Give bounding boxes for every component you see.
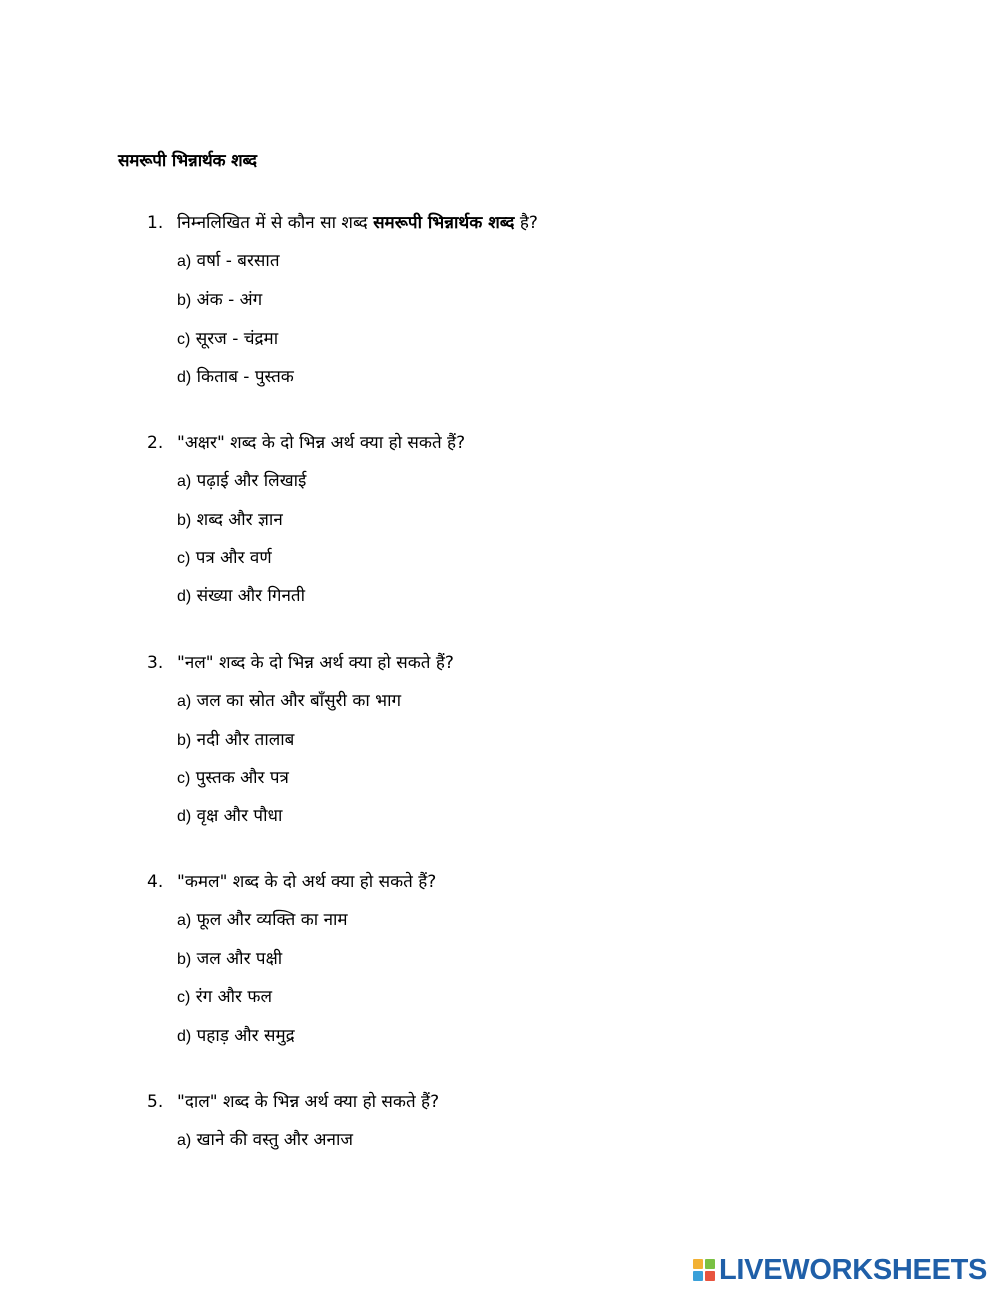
option-text: फूल और व्यक्ति का नाम xyxy=(196,910,348,930)
option-b[interactable] xyxy=(177,507,283,530)
option-a[interactable] xyxy=(177,468,306,491)
option-text: रंग और फल xyxy=(195,987,273,1007)
question-number: 4. xyxy=(147,872,164,892)
option-c[interactable] xyxy=(177,765,289,788)
option-text: पढ़ाई और लिखाई xyxy=(196,471,307,491)
question-text: "नल" शब्द के दो भिन्न अर्थ क्या हो सकते हैं? xyxy=(177,653,454,673)
option-c[interactable] xyxy=(177,984,272,1007)
logo-cell-icon xyxy=(693,1271,703,1281)
option-text: अंक - अंग xyxy=(196,290,263,310)
option-letter: d) xyxy=(177,369,192,386)
option-letter: a) xyxy=(177,473,192,490)
option-letter: a) xyxy=(177,693,192,710)
question-text-part: निम्नलिखित में से कौन सा शब्द xyxy=(177,213,374,233)
question-line xyxy=(147,210,538,233)
page-title: समरूपी भिन्नार्थक शब्द xyxy=(118,151,257,171)
option-text: पुस्तक और पत्र xyxy=(195,768,289,788)
question-text xyxy=(177,213,538,233)
option-text: जल और पक्षी xyxy=(196,949,283,969)
option-a[interactable] xyxy=(177,1127,353,1150)
option-letter: c) xyxy=(177,770,191,787)
option-letter: a) xyxy=(177,253,192,270)
option-a[interactable] xyxy=(177,248,280,271)
liveworksheets-logo[interactable] xyxy=(693,1255,987,1285)
question-number: 1. xyxy=(147,213,164,233)
question-text-bold: समरूपी भिन्नार्थक शब्द xyxy=(373,213,515,233)
option-text: सूरज - चंद्रमा xyxy=(195,329,279,349)
option-letter: c) xyxy=(177,550,191,567)
option-text: पहाड़ और समुद्र xyxy=(196,1026,295,1046)
option-letter: a) xyxy=(177,1132,192,1149)
option-text: नदी और तालाब xyxy=(196,730,295,750)
option-d[interactable] xyxy=(177,364,294,387)
option-c[interactable] xyxy=(177,545,272,568)
option-letter: a) xyxy=(177,912,192,929)
option-letter: c) xyxy=(177,331,191,348)
question-text-part: है? xyxy=(514,213,538,233)
question-number: 5. xyxy=(147,1092,164,1112)
option-b[interactable] xyxy=(177,946,282,969)
option-d[interactable] xyxy=(177,1023,295,1046)
question-text: "अक्षर" शब्द के दो भिन्न अर्थ क्या हो सकते हैं? xyxy=(177,433,466,453)
option-letter: b) xyxy=(177,292,192,309)
option-b[interactable] xyxy=(177,287,262,310)
option-letter: c) xyxy=(177,989,191,1006)
option-text: वृक्ष और पौधा xyxy=(196,806,283,826)
option-c[interactable] xyxy=(177,326,278,349)
option-letter: b) xyxy=(177,732,192,749)
option-letter: b) xyxy=(177,512,192,529)
option-text: पत्र और वर्ण xyxy=(195,548,272,568)
option-b[interactable] xyxy=(177,727,294,750)
option-letter: d) xyxy=(177,1028,192,1045)
option-text: संख्या और गिनती xyxy=(196,586,305,606)
option-text: खाने की वस्तु और अनाज xyxy=(196,1130,353,1150)
option-text: वर्षा - बरसात xyxy=(196,251,280,271)
option-text: जल का स्रोत और बाँसुरी का भाग xyxy=(196,691,402,711)
question-line xyxy=(147,650,454,673)
option-letter: b) xyxy=(177,951,192,968)
option-a[interactable] xyxy=(177,688,401,711)
question-line xyxy=(147,1089,439,1112)
option-letter: d) xyxy=(177,588,192,605)
option-d[interactable] xyxy=(177,583,305,606)
logo-cell-icon xyxy=(693,1259,703,1269)
question-line xyxy=(147,430,465,453)
question-number: 2. xyxy=(147,433,164,453)
option-a[interactable] xyxy=(177,907,348,930)
option-text: शब्द और ज्ञान xyxy=(196,510,283,530)
logo-grid-icon xyxy=(693,1259,715,1281)
option-letter: d) xyxy=(177,808,192,825)
option-text: किताब - पुस्तक xyxy=(196,367,294,387)
logo-cell-icon xyxy=(705,1271,715,1281)
option-d[interactable] xyxy=(177,803,282,826)
question-line xyxy=(147,869,436,892)
question-number: 3. xyxy=(147,653,164,673)
logo-cell-icon xyxy=(705,1259,715,1269)
question-text: "कमल" शब्द के दो अर्थ क्या हो सकते हैं? xyxy=(177,872,437,892)
logo-text: LIVEWORKSHEETS xyxy=(719,1254,988,1286)
question-text: "दाल" शब्द के भिन्न अर्थ क्या हो सकते हैं? xyxy=(177,1092,440,1112)
